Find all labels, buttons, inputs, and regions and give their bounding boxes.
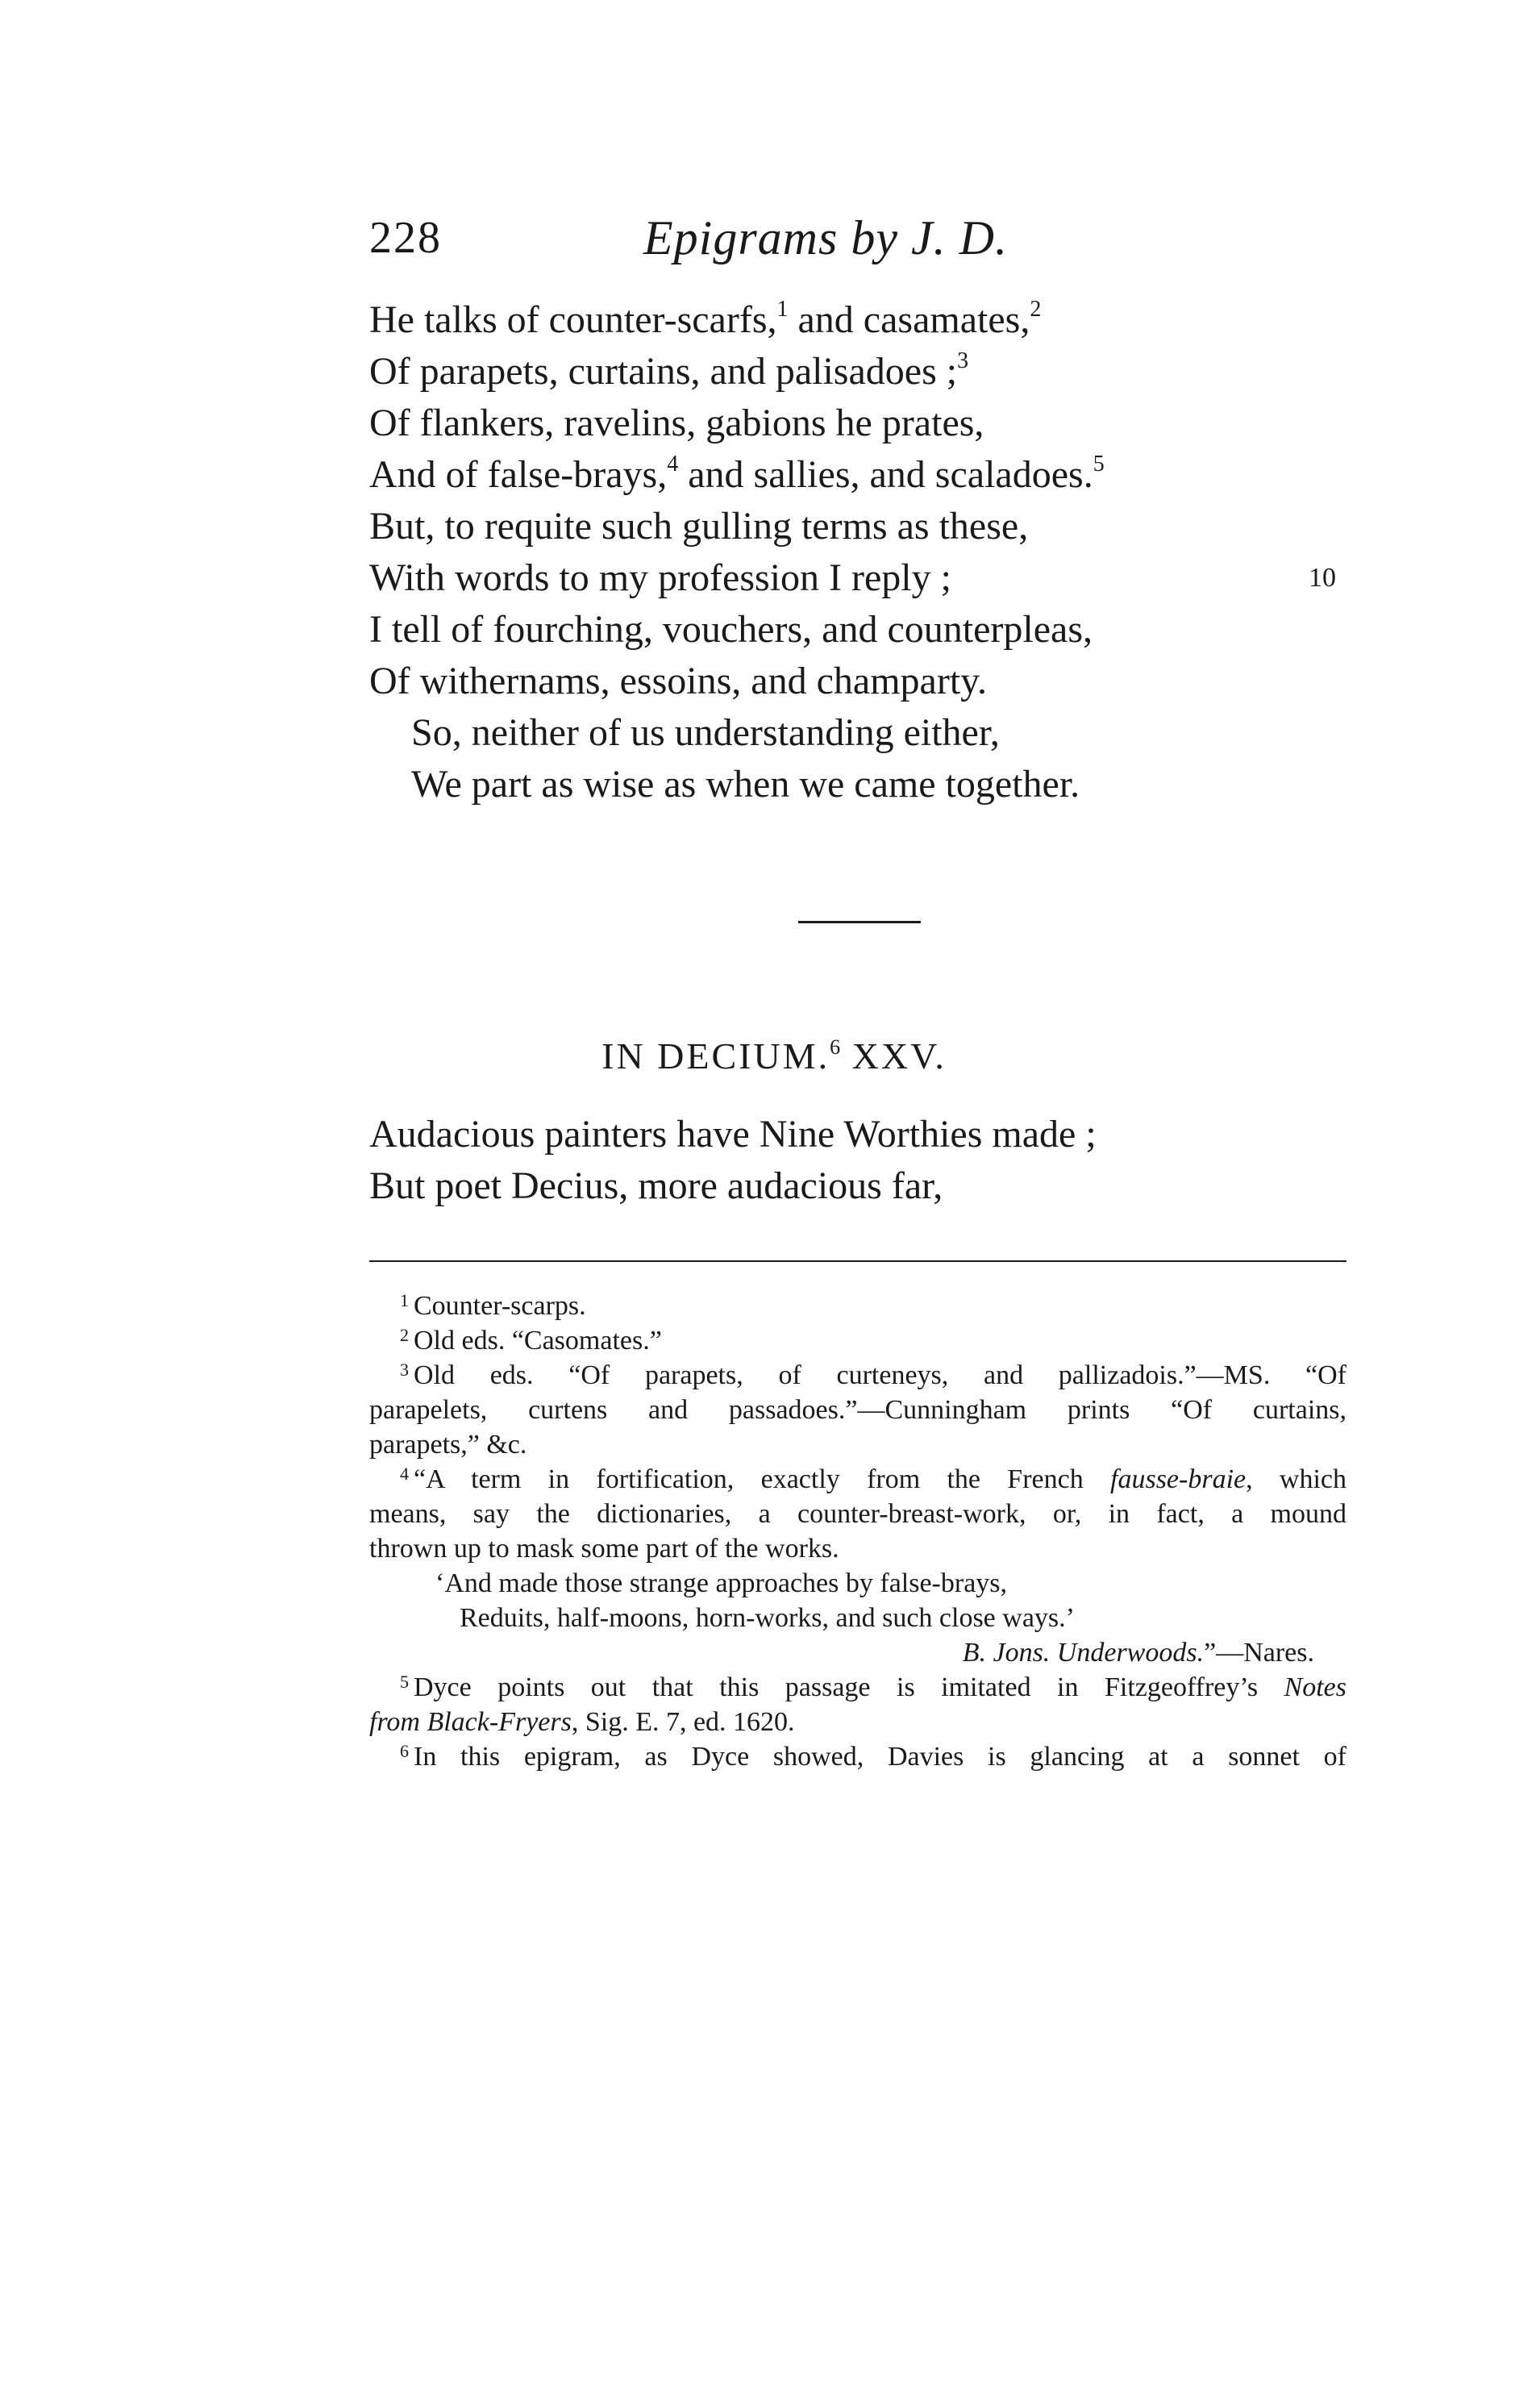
footnote-3: $^3$ Old eds. “Of parapets, of curteneys, and pallizadois.”—MS. “Of xyxy=(400,1360,1346,1390)
footnote-ref: 4 xyxy=(667,452,679,477)
footnote-ref: 5 xyxy=(1093,452,1105,477)
footnote-ref: 2 xyxy=(1030,297,1042,322)
poem-line: So, neither of us understanding either, xyxy=(411,711,1000,754)
poem-line: But poet Decius, more audacious far, xyxy=(369,1164,943,1207)
poem-line: Audacious painters have Nine Worthies made ; xyxy=(369,1113,1097,1156)
poem-line: I tell of fourching, vouchers, and counterpleas, xyxy=(369,608,1093,651)
poem-line: And of false-brays,$^4$ and sallies, and scaladoes.$^5$ xyxy=(369,452,1105,496)
footnote-rule xyxy=(369,1260,1346,1262)
line-number: 10 xyxy=(1309,563,1336,593)
footnote-4-cont: means, say the dictionaries, a counter-breast-work, or, in fact, a mound xyxy=(369,1499,1346,1529)
poem-line: He talks of counter-scarfs,$^1$ and casamates,$^2$ xyxy=(369,297,1042,341)
footnote-ref: 6 xyxy=(830,1035,841,1059)
footnote-4: $^4$ “A term in fortification, exactly from the French fausse-braie, which xyxy=(400,1464,1347,1494)
footnote-4-cont: thrown up to mask some part of the works. xyxy=(369,1534,839,1564)
poem-line: With words to my profession I reply ; 10 xyxy=(369,552,1369,604)
poem-line: But, to requite such gulling terms as these, xyxy=(369,505,1029,548)
poem-line: Of withernams, essoins, and champarty. xyxy=(369,660,988,702)
poem-line: Of flankers, ravelins, gabions he prates, xyxy=(369,402,984,444)
running-title: Epigrams by J. D. xyxy=(643,211,1008,264)
footnote-1: $^1$ Counter-scarps. xyxy=(400,1290,586,1321)
epigram-poem-2 xyxy=(369,1109,1369,1212)
section-title: IN DECIUM.$^6$ XXV. xyxy=(601,1035,947,1077)
footnote-4-quote: Reduits, half-moons, horn-works, and such close ways.’ xyxy=(460,1603,1075,1633)
footnote-5-cont: from Black-Fryers, Sig. E. 7, ed. 1620. xyxy=(369,1707,795,1737)
footnote-4-citation: B. Jons. Underwoods.”—Nares. xyxy=(962,1638,1314,1668)
poem-line: Of parapets, curtains, and palisadoes ;$^3$ xyxy=(369,348,969,393)
running-header xyxy=(369,206,1345,270)
footnote-3-cont: parapelets, curtens and passadoes.”—Cunningham prints “Of curtains, xyxy=(369,1395,1346,1425)
footnote-2: $^2$ Old eds. “Casomates.” xyxy=(400,1325,662,1356)
footnote-ref: 3 xyxy=(957,348,969,373)
page-number: 228 xyxy=(369,213,442,263)
poem-line: We part as wise as when we came together. xyxy=(411,763,1080,806)
footnote-3-cont: parapets,” &c. xyxy=(369,1430,527,1460)
section-divider xyxy=(798,921,921,923)
footnote-4-quote: ‘And made those strange approaches by false-brays, xyxy=(435,1568,1008,1598)
footnote-6: $^6$ In this epigram, as Dyce showed, Davies is glancing at a sonnet of xyxy=(400,1741,1346,1772)
epigram-poem xyxy=(369,294,1369,810)
footnote-ref: 1 xyxy=(776,297,789,322)
footnote-5: $^5$ Dyce points out that this passage is imitated in Fitzgeoffrey’s Notes xyxy=(400,1672,1346,1702)
footnotes xyxy=(369,1289,1346,1774)
